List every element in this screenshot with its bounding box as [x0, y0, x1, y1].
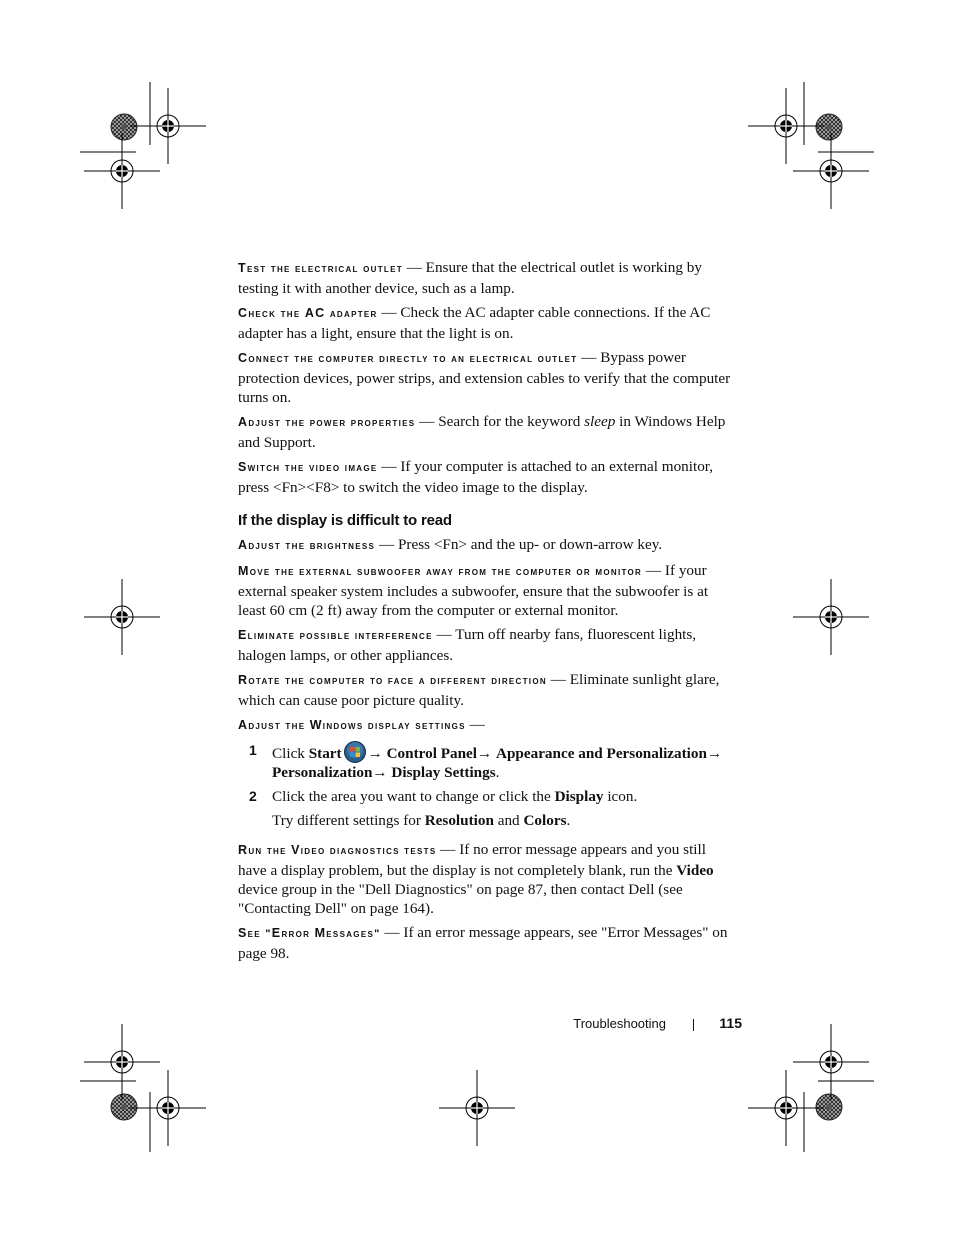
tip-test-outlet: Test the electrical outlet — Ensure that the electrical outlet is working by testing it with another device, such as a lamp. [238, 259, 702, 297]
tip-heading: Move the external subwoofer away from the computer or monitor [238, 564, 643, 578]
step-number: 1 [249, 742, 257, 758]
tip-text: Turn off nearby fans, fluorescent lights, halogen lamps, or other appliances. [238, 626, 697, 664]
tip-heading: Rotate the computer to face a different direction [238, 673, 547, 687]
tip-text: If your external speaker system includes a subwoofer, ensure that the subwoofer is at least 60 cm (2 ft) away from the computer or external monitor. [238, 562, 709, 619]
tip-heading: See "Error Messages" [238, 926, 381, 940]
step-number: 2 [249, 788, 257, 804]
start-label: Start [308, 745, 342, 762]
video-label: Video [676, 862, 714, 879]
tip-brightness: Adjust the brightness — Press <Fn> and the up- or down-arrow key. [238, 536, 663, 553]
step-text: Click Start → Control Panel→ Appearance and Personalization→ Personalization→ Display Settings. [272, 741, 738, 782]
tip-heading: Run the Video diagnostics tests [238, 843, 437, 857]
tip-text: Check the AC adapter cable connections. If the AC adapter has a light, ensure that the light is on. [238, 304, 711, 342]
step-2-note: Try different settings for Resolution and Colors. [272, 812, 571, 829]
tip-heading: Eliminate possible interference [238, 628, 433, 642]
tip-text: Press <Fn> and the up- or down-arrow key. [397, 536, 663, 553]
footer-section: Troubleshooting [573, 1016, 666, 1031]
resolution-label: Resolution [424, 812, 494, 829]
colors-label: Colors [523, 812, 567, 829]
tip-heading: Adjust the power properties [238, 415, 416, 429]
step-2 [238, 787, 738, 806]
tip-text: Ensure that the electrical outlet is working by testing it with another device, such as a lamp. [238, 259, 702, 297]
tip-rotate: Rotate the computer to face a different direction — Eliminate sunlight glare, which can cause poor picture quality. [238, 671, 720, 709]
step-1 [238, 741, 738, 782]
page-number: 115 [719, 1015, 742, 1031]
windows-start-icon [344, 741, 366, 763]
footer-divider [693, 1019, 694, 1031]
control-panel-label: Control Panel [386, 745, 478, 762]
tip-video-diagnostics: Run the Video diagnostics tests — If no error message appears and you still have a display problem, but the display is not completely blank, run the Video device group in the "Dell Diagnostics" on page 87, then contact Dell (see "Contacting Dell" on page 164). [238, 841, 714, 917]
step-text: Click the area you want to change or click the Display icon. [272, 788, 638, 805]
tip-error-messages: See "Error Messages" — If an error message appears, see "Error Messages" on page 98. [238, 924, 728, 962]
tip-subwoofer: Move the external subwoofer away from the computer or monitor — If your external speaker system includes a subwoofer, ensure that the subwoofer is at least 60 cm (2 ft) away from the computer or external monitor. [238, 562, 709, 619]
steps-list [238, 741, 738, 830]
tip-windows-display: Adjust the Windows display settings — [238, 716, 485, 733]
tip-heading: Connect the computer directly to an electrical outlet [238, 351, 578, 365]
tip-heading: Adjust the Windows display settings [238, 718, 466, 732]
tip-power-properties: Adjust the power properties — Search for the keyword sleep in Windows Help and Support. [238, 413, 726, 451]
tip-check-adapter: Check the AC adapter — Check the AC adapter cable connections. If the AC adapter has a light, ensure that the light is on. [238, 304, 711, 342]
tip-connect-outlet: Connect the computer directly to an electrical outlet — Bypass power protection devices, power strips, and extension cables to verify that the computer turns on. [238, 349, 731, 406]
tip-text: If an error message appears, see "Error Messages" on page 98. [238, 924, 728, 962]
page-content [238, 258, 738, 968]
tip-text: Eliminate sunlight glare, which can cause poor picture quality. [238, 671, 720, 709]
tip-text: If your computer is attached to an external monitor, press <Fn><F8> to switch the video image to the display. [238, 458, 714, 496]
personalization-label: Personalization [272, 764, 373, 781]
tip-heading: Adjust the brightness [238, 538, 376, 552]
tip-heading: Switch the video image [238, 460, 378, 474]
display-settings-label: Display Settings [391, 764, 496, 781]
tip-text: Bypass power protection devices, power strips, and extension cables to verify that the computer turns on. [238, 349, 731, 406]
tip-interference: Eliminate possible interference — Turn off nearby fans, fluorescent lights, halogen lamps, or other appliances. [238, 626, 697, 664]
keyword: sleep [584, 413, 616, 430]
appearance-label: Appearance and Personalization [496, 745, 707, 762]
section-title: If the display is difficult to read [238, 512, 452, 529]
tip-switch-video: Switch the video image — If your computer is attached to an external monitor, press <Fn><F8> to switch the video image to the display. [238, 458, 714, 496]
tip-heading: Check the AC adapter [238, 306, 378, 320]
tip-heading: Test the electrical outlet [238, 261, 403, 275]
display-label: Display [554, 788, 604, 805]
page-footer [560, 1014, 744, 1034]
